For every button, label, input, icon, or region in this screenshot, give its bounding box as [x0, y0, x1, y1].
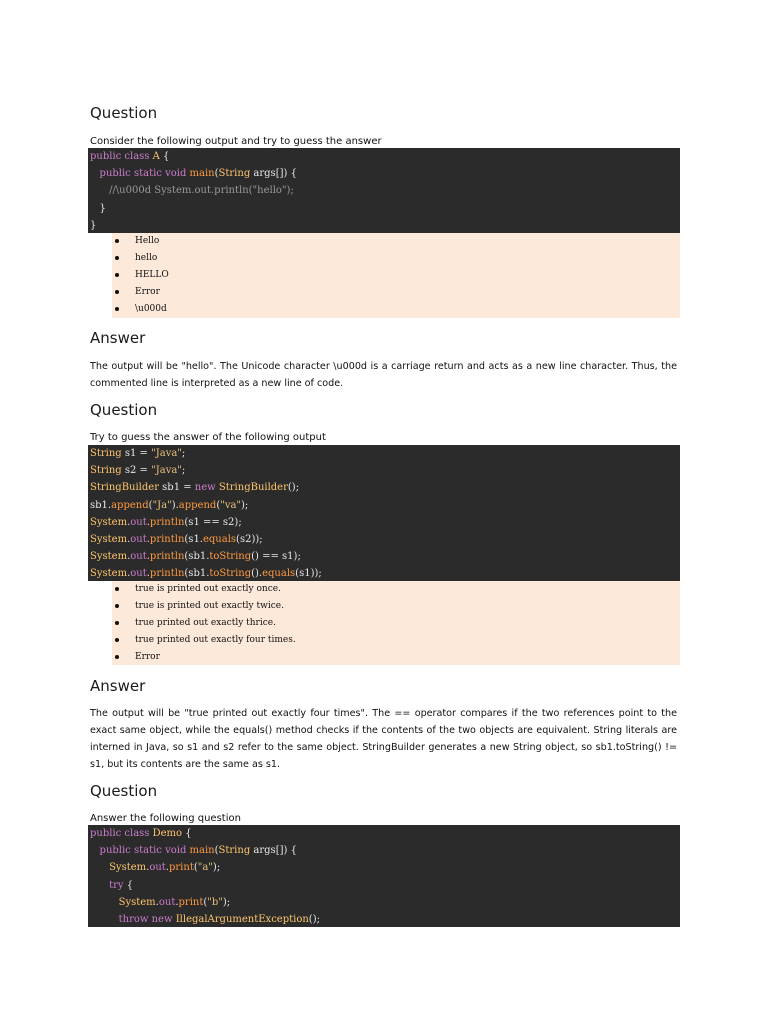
bullet-icon — [115, 256, 119, 260]
option-item: true printed out exactly four times. — [112, 632, 680, 649]
bullet-icon — [115, 621, 119, 625]
code-line: public class A { — [90, 151, 170, 162]
option-item: true is printed out exactly once. — [112, 581, 680, 598]
code-line: throw new IllegalArgumentException(); — [118, 913, 320, 925]
question-heading-2: Question — [90, 401, 158, 419]
code-line: String s1 = "Java"; — [90, 448, 186, 459]
option-item: Error — [112, 649, 680, 666]
option-item: Error — [112, 284, 680, 301]
option-item: \u000d — [112, 301, 680, 318]
code-block-1 — [88, 148, 680, 233]
code-line: //\u000d System.out.println("hello"); — [90, 185, 294, 197]
answer-heading-1: Answer — [90, 329, 146, 347]
option-item: hello — [112, 250, 680, 267]
code-line: try { — [109, 879, 134, 891]
code-line: public static void main(String args[]) { — [99, 845, 297, 857]
code-line: StringBuilder sb1 = new StringBuilder(); — [90, 482, 300, 494]
options-list-1 — [112, 233, 680, 318]
option-item: true is printed out exactly twice. — [112, 598, 680, 615]
code-line: System.out.print("b"); — [118, 896, 231, 908]
code-line: sb1.append("Ja").append("va"); — [90, 499, 249, 511]
question-intro-3: Answer the following question — [90, 813, 241, 824]
bullet-icon — [115, 307, 119, 311]
code-block-2 — [88, 445, 680, 581]
question-heading-1: Question — [90, 104, 158, 122]
question-heading-3: Question — [90, 782, 158, 800]
question-intro-1: Consider the following output and try to guess the answer — [90, 136, 382, 147]
code-line: String s2 = "Java"; — [90, 465, 186, 477]
code-line: } — [90, 219, 97, 231]
code-line: System.out.print("a"); — [109, 862, 221, 874]
option-item: Hello — [112, 233, 680, 250]
answer-heading-2: Answer — [90, 677, 146, 695]
code-line: public static void main(String args[]) { — [99, 168, 297, 180]
answer-text-1: The output will be "hello". The Unicode character \u000d is a carriage return and acts as a new line character. Thus, the commented line is interpreted as a new line of code. — [90, 361, 677, 389]
code-line: } — [90, 202, 106, 214]
bullet-icon — [115, 290, 119, 294]
option-item: HELLO — [112, 267, 680, 284]
code-line: System.out.println(sb1.toString().equals(s1)); — [90, 568, 322, 580]
option-item: true printed out exactly thrice. — [112, 615, 680, 632]
bullet-icon — [115, 604, 119, 608]
code-line: System.out.println(s1.equals(s2)); — [90, 533, 263, 545]
code-line: System.out.println(s1 == s2); — [90, 516, 242, 528]
bullet-icon — [115, 655, 119, 659]
question-intro-2: Try to guess the answer of the following output — [90, 432, 326, 443]
code-line: System.out.println(sb1.toString() == s1); — [90, 551, 301, 563]
code-line: public class Demo { — [90, 828, 192, 839]
bullet-icon — [115, 587, 119, 591]
bullet-icon — [115, 239, 119, 243]
code-block-3 — [88, 825, 680, 927]
options-list-2 — [112, 581, 680, 665]
bullet-icon — [115, 638, 119, 642]
answer-text-2: The output will be "true printed out exactly four times". The == operator compares if the two references point to the exact same object, while the equals() method checks if the contents of the two objects are equivalent. String literals are interned in Java, so s1 and s2 refer to the same object. StringBuilder generates a new String object, so sb1.toString() != s1, but its contents are the same as s1. — [90, 708, 677, 770]
bullet-icon — [115, 273, 119, 277]
